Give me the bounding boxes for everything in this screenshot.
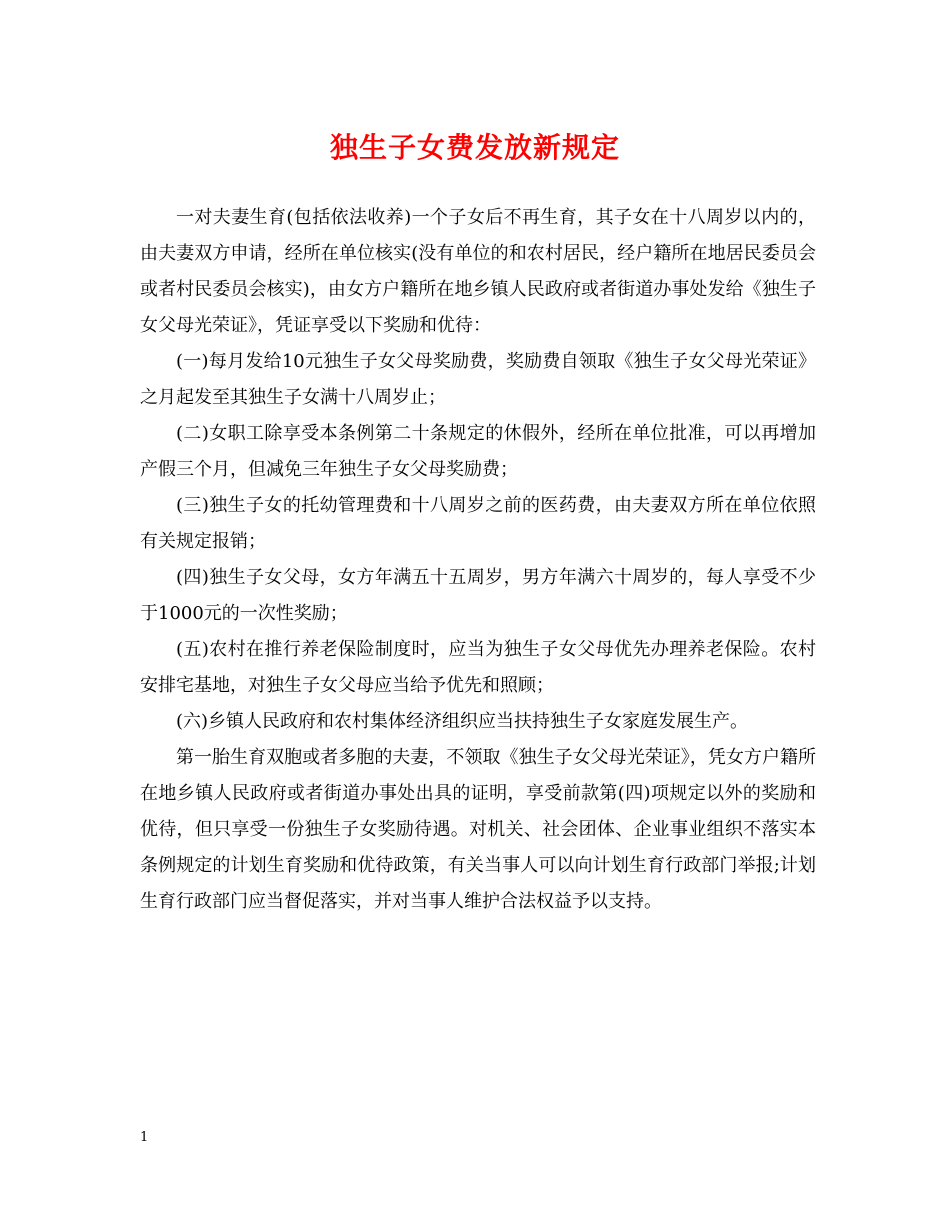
paragraph-item-3: (三)独生子女的托幼管理费和十八周岁之前的医药费，由夫妻双方所在单位依照有关规定报销； xyxy=(140,495,816,552)
page-number: 1 xyxy=(140,1130,149,1145)
document-title: 独生子女费发放新规定 xyxy=(329,131,620,164)
paragraph-item-5: (五)农村在推行养老保险制度时，应当为独生子女父母优先办理养老保险。农村安排宅基地，对独生子女父母应当给予优先和照顾； xyxy=(140,639,816,696)
paragraph-item-2: (二)女职工除享受本条例第二十条规定的休假外，经所在单位批准，可以再增加产假三个月，但减免三年独生子女父母奖励费； xyxy=(140,423,816,480)
paragraph-intro: 一对夫妻生育(包括依法收养)一个子女后不再生育，其子女在十八周岁以内的，由夫妻双方申请，经所在单位核实(没有单位的和农村居民，经户籍所在地居民委员会或者村民委员会核实)，由女方户籍所在地乡镇人民政府或者街道办事处发给《独生子女父母光荣证》，凭证享受以下奖励和优待： xyxy=(140,207,816,336)
paragraph-item-6: (六)乡镇人民政府和农村集体经济组织应当扶持独生子女家庭发展生产。 xyxy=(176,711,749,732)
paragraph-closing: 第一胎生育双胞或者多胞的夫妻，不领取《独生子女父母光荣证》，凭女方户籍所在地乡镇人民政府或者街道办事处出具的证明，享受前款第(四)项规定以外的奖励和优待，但只享受一份独生子女奖励待遇。对机关、社会团体、企业事业组织不落实本条例规定的计划生育奖励和优待政策，有关当事人可以向计划生育行政部门举报;计划生育行政部门应当督促落实，并对当事人维护合法权益予以支持。 xyxy=(140,747,816,912)
paragraph-item-4: (四)独生子女父母，女方年满五十五周岁，男方年满六十周岁的，每人享受不少于1000元的一次性奖励； xyxy=(140,567,816,624)
document-body xyxy=(140,200,816,920)
paragraph-item-1: (一)每月发给10元独生子女父母奖励费，奖励费自领取《独生子女父母光荣证》之月起发至其独生子女满十八周岁止； xyxy=(140,351,816,408)
